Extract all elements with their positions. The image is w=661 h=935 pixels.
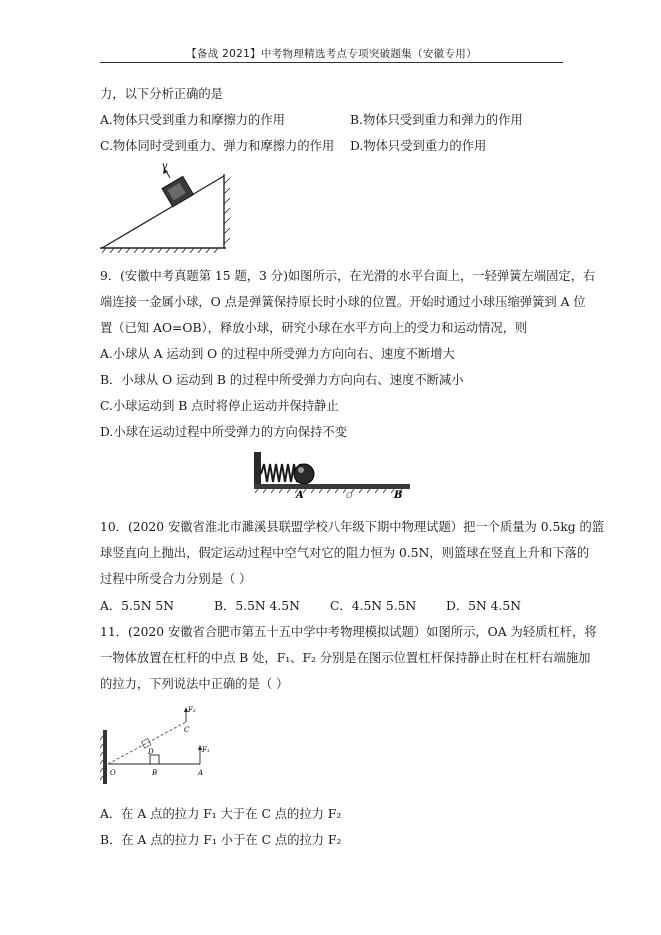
q11-option-b: B．在 A 点的拉力 F₁ 小于在 C 点的拉力 F₂ <box>100 833 342 847</box>
page-header: 【备战 2021】中考物理精选考点专项突破题集（安徽专用） <box>186 48 477 60</box>
lever-wall <box>103 730 107 784</box>
point-a-label: A <box>296 490 304 501</box>
label-b: B <box>152 769 158 777</box>
q9-line-2: 端连接一金属小球，O 点是弹簧保持原长时小球的位置。开始时通过小球压缩弹簧到 A 位 <box>100 295 586 309</box>
object-b <box>150 755 159 764</box>
q10-option-c: C．4.5N 5.5N <box>330 599 417 613</box>
header-divider <box>100 62 563 63</box>
label-d: D <box>148 748 154 756</box>
q11-line-2: 一物体放置在杠杆的中点 B 处，F₁、F₂ 分别是在图示位置杠杆保持静止时在杠杆右端施加 <box>100 651 591 665</box>
label-f2: F₂ <box>188 706 196 714</box>
q8-incline-figure <box>100 162 235 256</box>
label-f1: F₁ <box>202 746 210 754</box>
label-o: O <box>110 769 116 777</box>
table-surface <box>254 484 410 489</box>
q9-line-1: 9．(安徽中考真题第 15 题，3 分)如图所示，在光滑的水平台面上，一轻弹簧左端固定，右 <box>100 269 596 283</box>
fixed-wall <box>254 452 261 484</box>
q11-option-a: A．在 A 点的拉力 F₁ 大于在 C 点的拉力 F₂ <box>100 807 342 821</box>
q9-spring-figure <box>252 446 414 500</box>
q9-option-d: D.小球在运动过程中所受弹力的方向保持不变 <box>100 425 347 439</box>
incline-surface <box>102 176 224 248</box>
incline-wall <box>224 174 230 248</box>
q10-option-a: A．5.5N 5N <box>100 599 174 613</box>
ball-highlight <box>298 467 304 473</box>
q8-option-c: C.物体同时受到重力、弹力和摩擦力的作用 <box>100 139 335 153</box>
q11-line-3: 的拉力，下列说法中正确的是（ ） <box>100 677 289 691</box>
lever-oc <box>108 722 186 764</box>
q11-lever-figure <box>100 702 220 786</box>
metal-ball <box>294 464 314 484</box>
q10-line-2: 球竖直向上抛出，假定运动过程中空气对它的阻力恒为 0.5N，则篮球在竖直上升和下落的 <box>100 546 590 560</box>
velocity-label: v <box>162 161 168 172</box>
table-hatch <box>255 489 402 493</box>
q8-option-a: A.物体只受到重力和摩擦力的作用 <box>100 113 285 127</box>
label-a: A <box>198 769 204 777</box>
q10-line-3: 过程中所受合力分别是（ ） <box>100 572 252 586</box>
q8-stem-end: 力，以下分析正确的是 <box>100 87 223 101</box>
q10-option-b: B．5.5N 4.5N <box>214 599 300 613</box>
q9-option-c: C.小球运动到 B 点时将停止运动并保持静止 <box>100 399 339 413</box>
q8-option-b: B.物体只受到重力和弹力的作用 <box>350 113 523 127</box>
q8-option-d: D.物体只受到重力的作用 <box>350 139 487 153</box>
q10-line-1: 10．(2020 安徽省淮北市濉溪县联盟学校八年级下期中物理试题）把一个质量为 0.5kg 的篮 <box>100 520 605 534</box>
label-c: C <box>184 726 190 734</box>
q9-option-a: A.小球从 A 运动到 O 的过程中所受弹力方向向右、速度不断增大 <box>100 347 455 361</box>
point-b-label: B <box>394 490 403 501</box>
q10-option-d: D．5N 4.5N <box>446 599 521 613</box>
q9-option-b: B．小球从 O 运动到 B 的过程中所受弹力方向向右、速度不断减小 <box>100 373 464 387</box>
sliding-block <box>162 176 193 206</box>
q11-line-1: 11．(2020 安徽省合肥市第五十五中学中考物理模拟试题）如图所示，OA 为轻质杠杆，将 <box>100 625 597 639</box>
q9-line-3: 置（已知 AO=OB），释放小球，研究小球在水平方向上的受力和运动情况，则 <box>100 321 528 335</box>
wall-hatch <box>100 736 103 780</box>
ground-hatch <box>100 248 226 253</box>
object-d <box>141 739 150 748</box>
point-o-label: O <box>346 491 353 500</box>
